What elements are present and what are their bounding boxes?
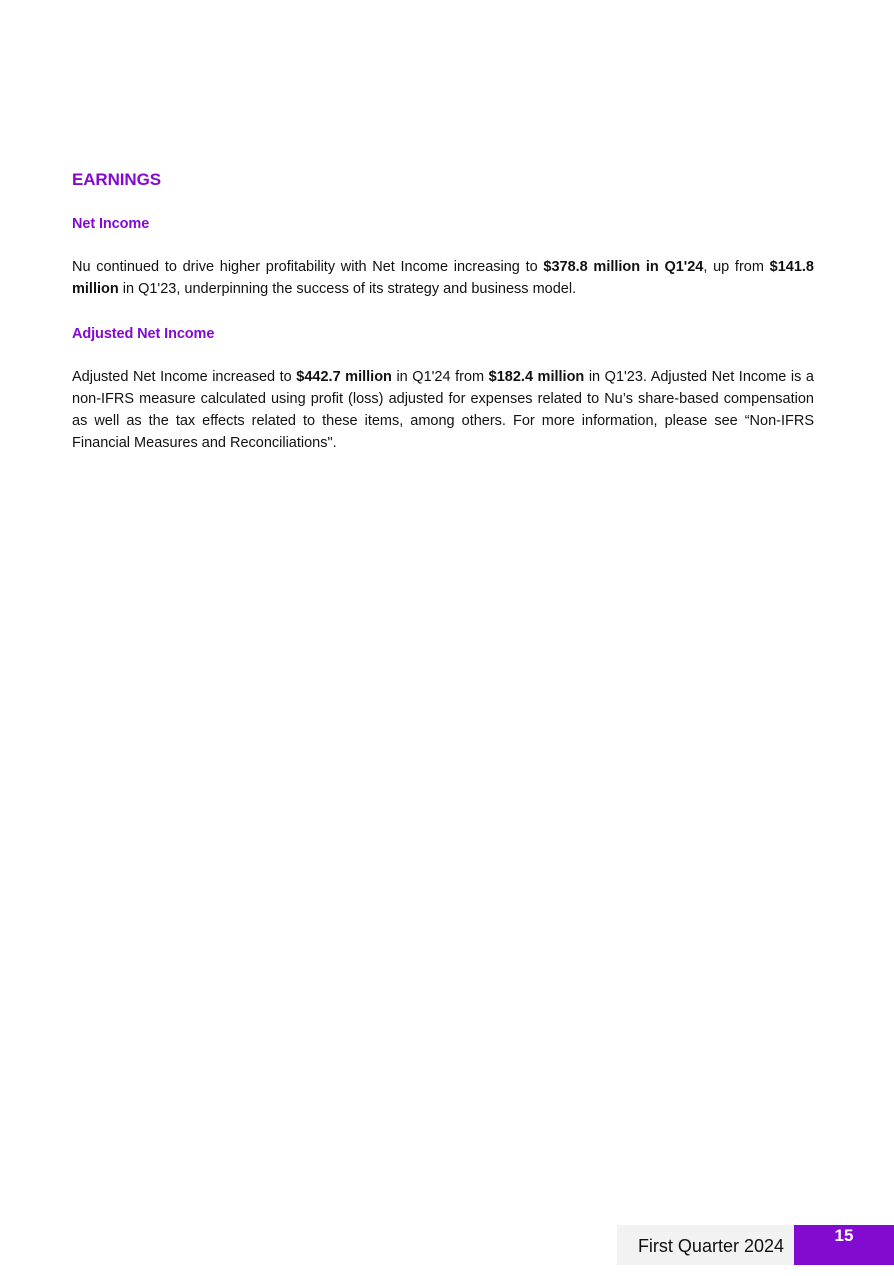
net-income-text-3: in Q1'23, underpinning the success of its strategy and business model.: [118, 281, 577, 297]
section-title: EARNINGS: [72, 170, 161, 189]
net-income-bold-1: $378.8 million in Q1'24: [543, 259, 704, 275]
page-content: [72, 170, 814, 470]
net-income-bold-2: $141.8 million: [72, 259, 814, 297]
net-income-text-2: , up from: [703, 259, 770, 275]
net-income-text-1: Nu continued to drive higher profitability with Net Income increasing to: [72, 259, 544, 275]
footer-period-label: First Quarter 2024: [617, 1225, 794, 1265]
adjusted-net-income-text-3: in Q1'23. Adjusted Net Income is a non-IFRS measure calculated using profit (loss) adjusted for expenses related to Nu’s share-based compensation as well as the tax effects related to these items, among others. For more information, please see “Non-IFRS Financial Measures and Reconciliations".: [72, 369, 814, 451]
adjusted-net-income-text-2: in Q1'24 from: [391, 369, 489, 385]
net-income-paragraph: [72, 256, 814, 300]
adjusted-net-income-bold-2: $182.4 million: [488, 369, 585, 385]
footer-page-number: 15: [794, 1225, 894, 1265]
adjusted-net-income-text-1: Adjusted Net Income increased to: [72, 369, 297, 385]
adjusted-net-income-bold-1: $442.7 million: [296, 369, 392, 385]
net-income-heading: Net Income: [72, 216, 150, 232]
adjusted-net-income-paragraph: [72, 366, 814, 454]
adjusted-net-income-heading: Adjusted Net Income: [72, 326, 215, 342]
